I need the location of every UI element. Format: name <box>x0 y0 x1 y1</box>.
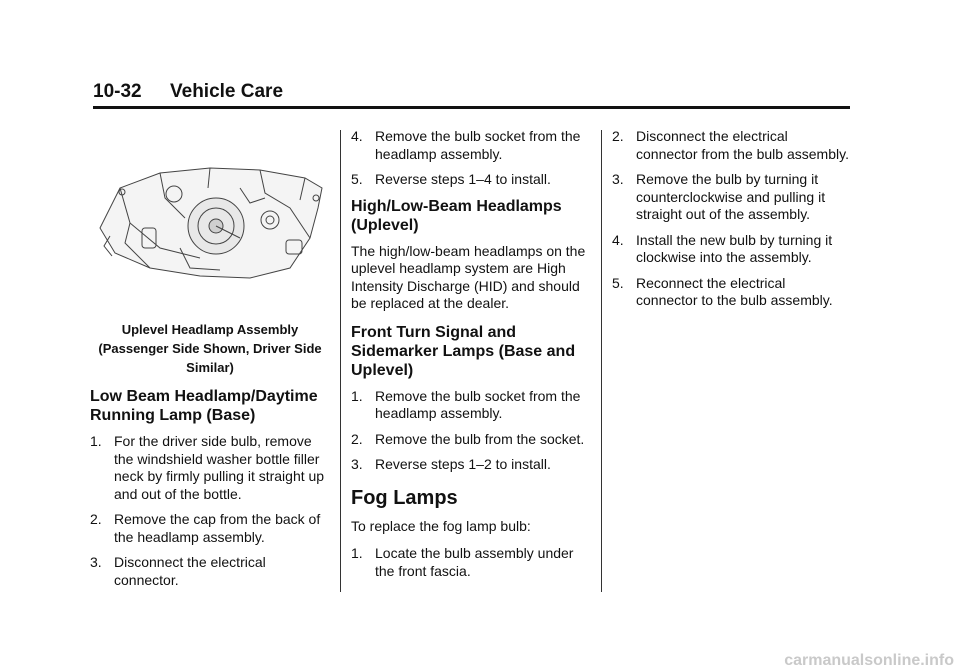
turn-signal-heading: Front Turn Signal and Sidemarker Lamps (Base and Uplevel) <box>351 323 576 379</box>
low-beam-heading: Low Beam Headlamp/Daytime Running Lamp (Base) <box>90 388 318 424</box>
list-item: 2. Remove the bulb from the socket. <box>351 430 585 447</box>
column-divider-left <box>340 130 341 592</box>
list-item: 4. Remove the bulb socket from the headlamp assembly. <box>351 128 581 162</box>
page-number: 10-32 <box>93 81 142 102</box>
fog-lamps-intro: To replace the fog lamp bulb: <box>351 517 531 534</box>
list-item: 4. Install the new bulb by turning it clockwise into the assembly. <box>612 231 833 265</box>
list-item: 1. For the driver side bulb, remove the windshield washer bottle filler neck by firmly pulling it straight up and out of the bottle. <box>90 433 325 502</box>
column-3 <box>612 128 850 318</box>
figure-caption: Uplevel Headlamp Assembly (Passenger Side Shown, Driver Side Similar) <box>98 322 322 375</box>
column-divider-right <box>601 130 602 592</box>
list-item: 2. Disconnect the electrical connector from the bulb assembly. <box>612 128 849 162</box>
column-2 <box>351 128 589 588</box>
section-title: Vehicle Care <box>170 81 284 102</box>
fog-lamps-heading: Fog Lamps <box>351 486 458 509</box>
list-item: 3. Reverse steps 1–2 to install. <box>351 456 551 472</box>
high-low-beam-paragraph: The high/low-beam headlamps on the uplevel headlamp system are High Intensity Discharge (HID) and should be replaced at the dealer. <box>351 242 586 311</box>
list-item: 3. Remove the bulb by turning it counterclockwise and pulling it straight out of the assembly. <box>612 171 826 222</box>
high-low-beam-heading: High/Low-Beam Headlamps (Uplevel) <box>351 197 562 234</box>
list-item: 5. Reconnect the electrical connector to the bulb assembly. <box>612 274 833 308</box>
list-item: 5. Reverse steps 1–4 to install. <box>351 171 551 187</box>
headlamp-drawing <box>90 128 330 316</box>
list-item: 3. Disconnect the electrical connector. <box>90 554 266 588</box>
column-1 <box>90 128 330 597</box>
watermark: carmanualsonline.info <box>784 652 954 669</box>
list-item: 1. Remove the bulb socket from the headlamp assembly. <box>351 387 581 421</box>
list-item: 1. Locate the bulb assembly under the front fascia. <box>351 545 574 579</box>
headlamp-illustration <box>90 128 330 316</box>
list-item: 2. Remove the cap from the back of the headlamp assembly. <box>90 511 321 545</box>
page-header <box>93 80 850 109</box>
